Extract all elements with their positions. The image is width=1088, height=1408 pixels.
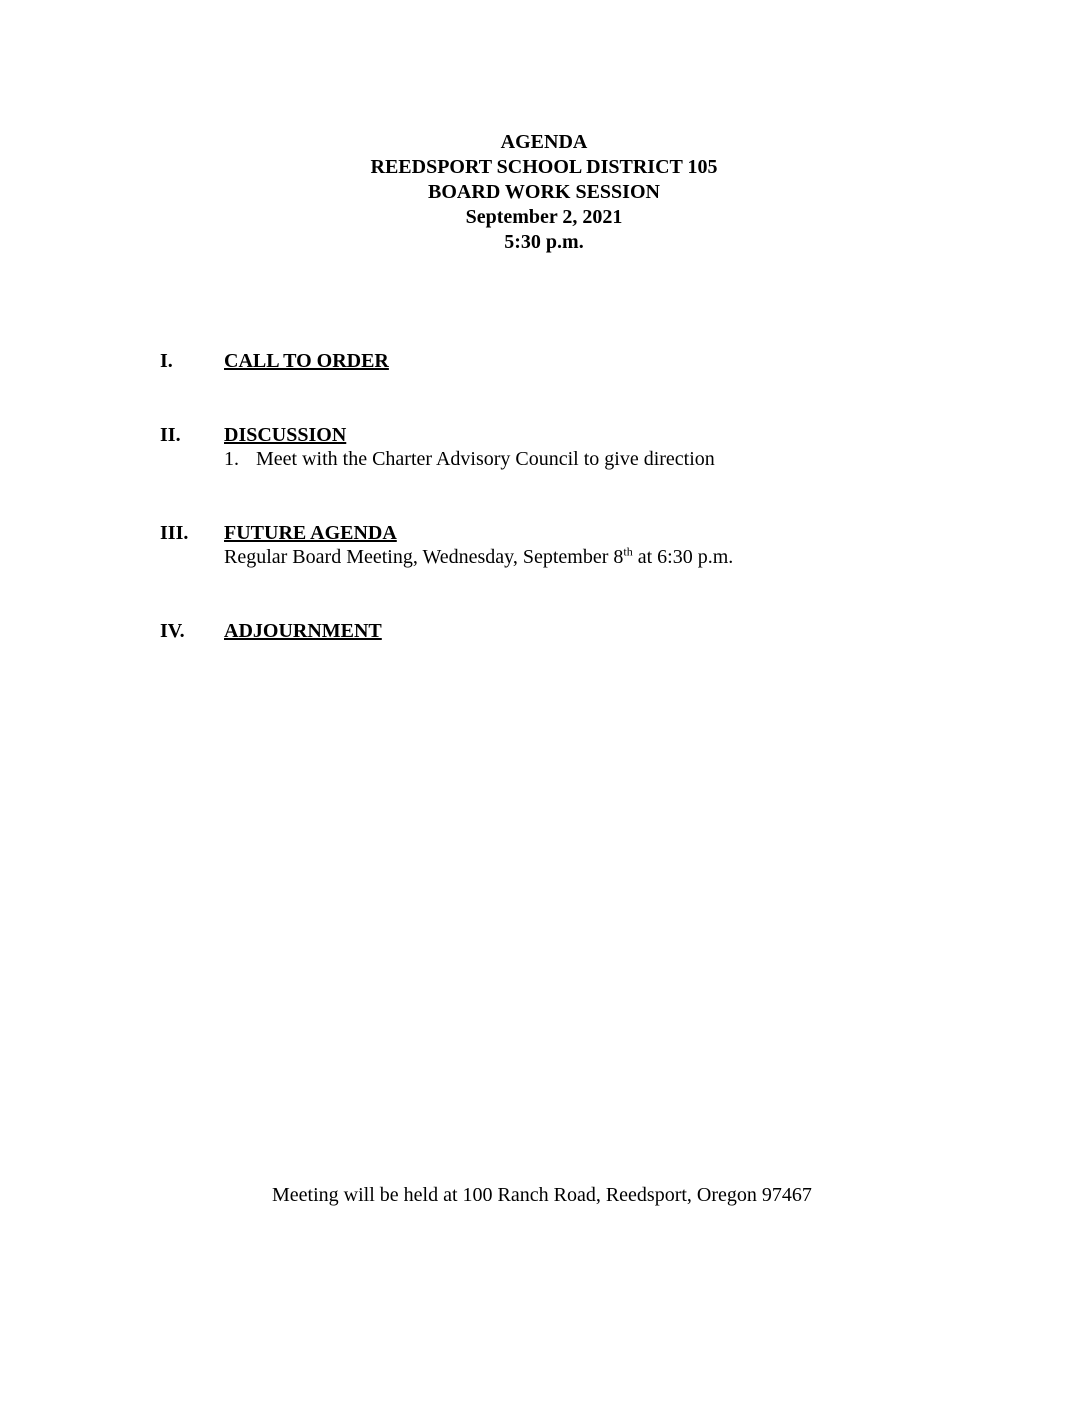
meeting-date: September 2, 2021 bbox=[465, 206, 623, 228]
discussion-item bbox=[224, 447, 715, 472]
district-name: REEDSPORT SCHOOL DISTRICT 105 bbox=[370, 156, 718, 178]
agenda-title: AGENDA bbox=[500, 131, 588, 153]
session-name: BOARD WORK SESSION bbox=[428, 181, 660, 203]
section-numeral: III. bbox=[160, 522, 189, 544]
section-numeral: I. bbox=[160, 350, 173, 372]
section-numeral: IV. bbox=[160, 620, 185, 642]
agenda-header bbox=[0, 130, 1088, 255]
item-text: Meet with the Charter Advisory Council to give direction bbox=[256, 448, 715, 470]
future-agenda-text bbox=[224, 545, 733, 570]
section-heading: CALL TO ORDER bbox=[224, 350, 389, 372]
meeting-time: 5:30 p.m. bbox=[504, 231, 584, 253]
future-agenda-line-end: at 6:30 p.m. bbox=[632, 546, 734, 568]
item-number: 1. bbox=[224, 448, 239, 470]
ordinal-suffix: th bbox=[623, 544, 633, 559]
section-heading: FUTURE AGENDA bbox=[224, 522, 397, 544]
section-heading: DISCUSSION bbox=[224, 424, 347, 446]
section-numeral: II. bbox=[160, 424, 181, 446]
future-agenda-line: Regular Board Meeting, Wednesday, September 8 bbox=[224, 546, 624, 568]
meeting-location: Meeting will be held at 100 Ranch Road, Reedsport, Oregon 97467 bbox=[272, 1184, 812, 1206]
section-heading: ADJOURNMENT bbox=[224, 620, 382, 642]
